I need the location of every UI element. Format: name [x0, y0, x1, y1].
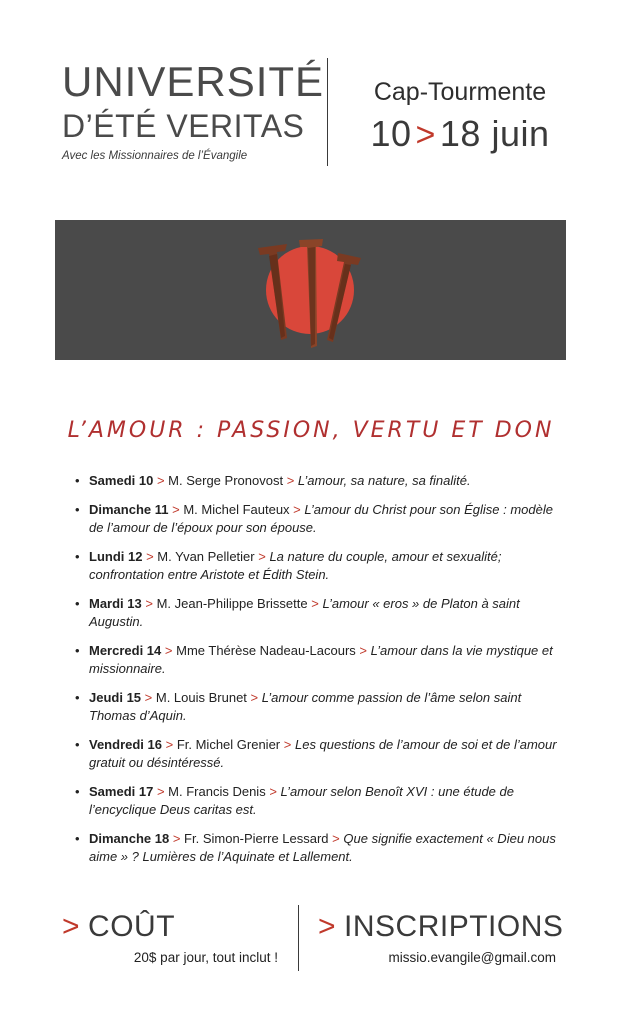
footer-divider — [298, 905, 299, 971]
banner — [55, 220, 566, 360]
chevron-right-icon: > — [62, 910, 81, 943]
date-start: 10 — [370, 113, 412, 154]
program-item: • Mardi 13 > M. Jean-Philippe Brissette > L’amour « eros » de Platon à saint Augustin. — [75, 596, 520, 629]
cost-section — [62, 910, 292, 965]
title-line2: D’ÉTÉ VERITAS — [62, 108, 305, 144]
program-item: • Vendredi 16 > Fr. Michel Grenier > Les questions de l’amour de soi et de l’amour gratuit ou désintéressé. — [75, 737, 557, 770]
theme-heading: L’AMOUR : PASSION, VERTU ET DON — [67, 418, 555, 443]
program-item: • Lundi 12 > M. Yvan Pelletier > La nature du couple, amour et sexualité; confrontation entre Aristote et Édith Stein. — [75, 549, 502, 582]
inscriptions-section — [318, 910, 568, 965]
program-item: • Jeudi 15 > M. Louis Brunet > L’amour comme passion de l’âme selon saint Thomas d’Aquin. — [75, 690, 522, 723]
event-dates — [345, 113, 575, 155]
program-item: • Mercredi 14 > Mme Thérèse Nadeau-Lacours > L’amour dans la vie mystique et missionnaire. — [75, 643, 553, 676]
program-list — [75, 472, 560, 877]
cost-heading: > COÛT — [62, 910, 176, 943]
subtitle: Avec les Missionnaires de l’Évangile — [62, 150, 248, 162]
program-item: • Samedi 17 > M. Francis Denis > L’amour selon Benoît XVI : une étude de l’encyclique Deus caritas est. — [75, 784, 514, 817]
inscriptions-heading: > INSCRIPTIONS — [318, 910, 564, 943]
program-item: • Dimanche 11 > M. Michel Fauteux > L’amour du Christ pour son Église : modèle de l’amour de l’époux pour son épouse. — [75, 502, 553, 535]
inscriptions-email[interactable]: missio.evangile@gmail.com — [388, 950, 556, 965]
date-separator: > — [415, 116, 436, 154]
nails-illustration — [55, 220, 566, 360]
title-line1: UNIVERSITÉ — [62, 58, 325, 105]
program-item: • Dimanche 18 > Fr. Simon-Pierre Lessard > Que signifie exactement « Dieu nous aime » ? Lumières de l’Aquinate et Lallement. — [75, 831, 556, 864]
event-location: Cap-Tourmente — [373, 78, 547, 106]
cost-detail: 20$ par jour, tout inclut ! — [133, 950, 278, 965]
program-item: • Samedi 10 > M. Serge Pronovost > L’amour, sa nature, sa finalité. — [75, 473, 471, 488]
header-event-block — [345, 78, 575, 155]
chevron-right-icon: > — [318, 910, 337, 943]
date-end: 18 juin — [439, 113, 550, 154]
header-title-block — [62, 58, 325, 162]
header-divider — [327, 58, 328, 166]
